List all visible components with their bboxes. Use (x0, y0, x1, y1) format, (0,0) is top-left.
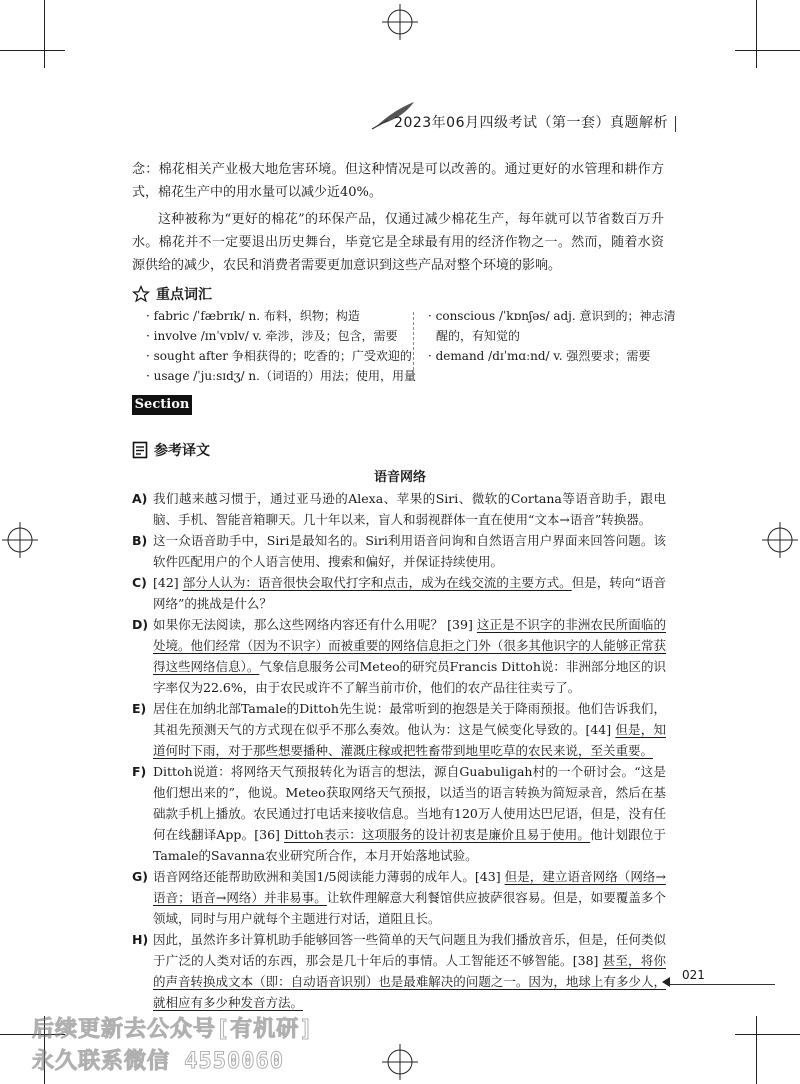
paragraph-label: A) (132, 491, 148, 506)
paragraph-text: 我们越来越习惯于，通过亚马逊的Alexa、苹果的Siri、微软的Cortana等语音助手，跟电脑、手机、智能音箱聊天。几十年以来，盲人和弱视群体一直在使用“文本→语音”转换器。 (153, 491, 666, 527)
paragraph-label: B) (132, 533, 148, 548)
vocab-left-column (146, 306, 416, 386)
watermark-line-2: 永久联系微信 4550060 (32, 1049, 284, 1074)
paragraph-f (132, 761, 666, 866)
paragraph-text: 让软件理解意大利餐馆供应披萨很容易。但是，如要覆盖多个领域，同时与用户就每个主题进行对话，道阻且长。 (153, 890, 666, 926)
vocab-item: · conscious /ˈkɒnʃəs/ adj. 意识到的；神志清 (428, 309, 676, 323)
paragraph-text: 语音网络还能帮助欧洲和美国1/5阅读能力薄弱的成年人。[43] (153, 869, 505, 884)
underlined-answer: 这正是不识字的非洲农民所面临的处境。他们经常（因为不识字）而被重要的网络信息拒之门外（很多其他识字的人能够正常获得这些网络信息）。 (153, 617, 666, 674)
underlined-answer: 部分人认为：语音很快会取代打字和点击，成为在线交流的主要方式。 (182, 575, 572, 590)
paragraph-c (132, 572, 666, 614)
paragraph-label: G) (132, 869, 148, 884)
vocab-heading-text: 重点词汇 (156, 287, 212, 303)
paragraph-text: 但是，转向“语音网络”的挑战是什么？ (153, 575, 666, 611)
vocab-item: · demand /dɪˈmɑːnd/ v. 强烈要求；需要 (428, 349, 651, 363)
paragraph-label: D) (132, 617, 149, 632)
vocab-item: · usage /ˈjuːsɪdʒ/ n.（词语的）用法；使用，用量 (146, 369, 416, 383)
paragraph-h (132, 929, 666, 1013)
section-label: Section B (132, 395, 192, 415)
paragraph-text: 这一众语音助手中，Siri是最知名的。Siri利用语音问询和自然语言用户界面来回答问题。该软件匹配用户的个人语言使用、搜索和偏好，并保证持续使用。 (153, 533, 666, 569)
paragraph-g (132, 866, 666, 929)
document-icon (132, 441, 148, 459)
running-title-bar (675, 116, 677, 132)
paragraph-text: [42] (153, 575, 183, 590)
paragraph-label: C) (132, 575, 147, 590)
paragraph-b (132, 530, 666, 572)
underlined-answer: 甚至，将你的声音转换成文本（即：自动语音识别）也是最难解决的问题之一。因为，地球上有多少人，就相应有多少种发音方法。 (153, 953, 666, 1010)
paragraph-label: F) (132, 764, 147, 779)
crop-mark-tr-h (735, 50, 800, 51)
paragraph-text: 因此，虽然许多计算机助手能够回答一些简单的天气问题且为我们播放音乐，但是，任何类似于广泛的人类对话的东西，那会是几十年后的事情。人工智能还不够智能。[38] (153, 932, 666, 968)
footer-triangle (662, 977, 670, 987)
paragraph-e (132, 698, 666, 761)
watermark-line-1: 后续更新去公众号[有机研] (32, 1017, 314, 1042)
underlined-answer: 但是，知道何时下雨，对于那些想要播种、灌溉庄稼或把牲畜带到地里吃草的农民来说，至关重要。 (153, 722, 666, 758)
translation-heading (132, 440, 210, 460)
vocab-item: · sought after 争相获得的；吃香的；广受欢迎的 (146, 349, 412, 363)
vocab-item: · involve /ɪnˈvɒlv/ v. 牵涉，涉及；包含，需要 (146, 329, 398, 343)
paragraph-d (132, 614, 666, 698)
vocab-heading (132, 284, 212, 304)
vocab-right-column (428, 306, 676, 366)
registration-target-left (2, 522, 38, 558)
paragraph-text: 如果你无法阅读，那么这些网络内容还有什么用呢？ [39] (153, 617, 477, 632)
footer-rule (670, 984, 775, 985)
registration-target-bottom (382, 1044, 418, 1080)
crop-mark-tl-v (44, 0, 45, 68)
running-title: 2023年06月四级考试（第一套）真题解析 (394, 115, 668, 131)
paragraph-label: E) (132, 701, 147, 716)
paragraph-a (132, 488, 666, 530)
page-number: 021 (682, 968, 705, 982)
intro-paragraph-2: 这种被称为“更好的棉花”的环保产品，仅通过减少棉花生产，每年就可以节省数百万升水。棉花并不一定要退出历史舞台，毕竟它是全球最有用的经济作物之一。然而，随着水资源供给的减少，农民和消费者需要更加意识到这些产品对整个环境的影响。 (132, 212, 664, 273)
crop-mark-br-v (756, 1016, 757, 1084)
crop-mark-tl-h (0, 50, 65, 51)
article-title: 语音网络 (373, 470, 426, 485)
underlined-answer: Dittoh表示：这项服务的设计初衷是廉价且易于使用。 (284, 827, 591, 842)
registration-target-top (382, 4, 418, 40)
crop-mark-tr-v (756, 0, 757, 68)
vocab-item: 醒的，有知觉的 (436, 329, 521, 343)
translation-heading-text: 参考译文 (154, 443, 210, 459)
intro-paragraph-1: 念：棉花相关产业极大地危害环境。但这种情况是可以改善的。通过更好的水管理和耕作方式，棉花生产中的用水量可以减少近40%。 (132, 162, 664, 200)
registration-target-right (762, 522, 798, 558)
vocab-divider (413, 312, 414, 380)
paragraph-label: H) (132, 932, 149, 947)
paragraph-text: 气象信息服务公司Meteo的研究员Francis Dittoh说：非洲部分地区的识字率仅为22.6%，由于农民或许不了解当前市价，他们的农产品往往卖亏了。 (153, 659, 666, 695)
paragraph-text: 居住在加纳北部Tamale的Dittoh先生说：最常听到的抱怨是关于降雨预报。他们告诉我们，其祖先预测天气的方式现在似乎不那么奏效。他认为：这是气候变化导致的。[44] (153, 701, 666, 737)
paragraph-text: 他计划跟位于Tamale的Savanna农业研究所合作，本月开始落地试验。 (153, 827, 666, 863)
underlined-answer: 但是，建立语音网络（网络→语音；语音→网络）并非易事。 (153, 869, 666, 905)
star-icon (132, 285, 150, 303)
crop-mark-br-h (735, 1034, 800, 1035)
paragraph-text: Dittoh说道：将网络天气预报转化为语言的想法，源自Guabuligah村的一个研讨会。“这是他们想出来的”，他说。Meteo获取网络天气预报，以适当的语言转换为简短录音，然后在基础款手机上播放。农民通过打电话来接收信息。当地有120万人使用达巴尼语，但是，没有任何在线翻译App。[36] (153, 764, 666, 842)
vocab-item: · fabric /ˈfæbrɪk/ n. 布料，织物；构造 (146, 309, 360, 323)
